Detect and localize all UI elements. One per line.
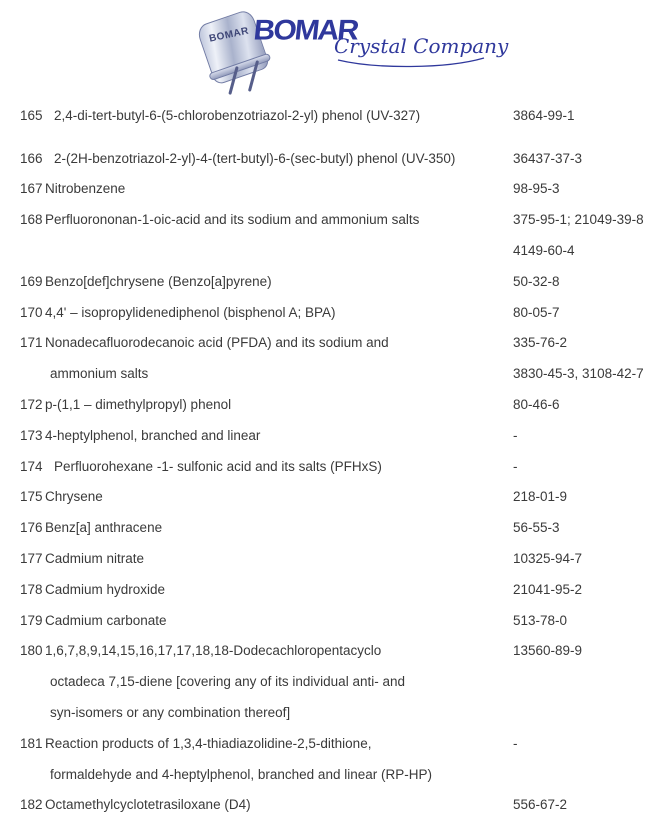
- cas-number: 80-46-6: [513, 397, 560, 413]
- substance-number: 174: [20, 458, 43, 474]
- substance-name: formaldehyde and 4-heptylphenol, branched and linear (RP-HP): [50, 766, 432, 782]
- substance-number: 173: [20, 427, 43, 443]
- cas-number: 556-67-2: [513, 797, 568, 813]
- brand-tagline: Crystal Company: [334, 34, 509, 58]
- cas-number: 3830-45-3, 3108-42-7: [513, 366, 644, 382]
- substance-row: [0, 100, 660, 131]
- cas-number: 218-01-9: [513, 489, 568, 505]
- substance-row: [0, 143, 660, 174]
- cas-number: 10325-94-7: [513, 551, 583, 567]
- substance-number: 181: [20, 735, 43, 751]
- substance-number: 182: [20, 797, 43, 813]
- substance-row: [0, 328, 660, 359]
- cas-number: 36437-37-3: [513, 150, 583, 166]
- substance-row: [0, 389, 660, 420]
- substance-row: [0, 451, 660, 482]
- brand-wordmark: BOMAR: [252, 14, 359, 47]
- substance-name: 1,6,7,8,9,14,15,16,17,17,18,18-Dodecachloropentacyclo: [45, 643, 382, 659]
- substance-row: [0, 174, 660, 205]
- substance-number: 169: [20, 273, 43, 289]
- substance-list: [0, 100, 660, 820]
- substance-number: 180: [20, 643, 43, 659]
- substance-row: [0, 204, 660, 235]
- cas-number: 375-95-1; 21049-39-8: [513, 212, 644, 228]
- substance-row: [0, 266, 660, 297]
- substance-name: 4,4' – isopropylidenediphenol (bisphenol A; BPA): [45, 304, 336, 320]
- substance-name: p-(1,1 – dimethylpropyl) phenol: [45, 397, 232, 413]
- substance-number: 176: [20, 520, 43, 536]
- substance-number: 177: [20, 551, 43, 567]
- cas-number: 56-55-3: [513, 520, 560, 536]
- substance-number: 168: [20, 212, 43, 228]
- substance-number: 165: [20, 107, 43, 123]
- company-logo: [0, 0, 660, 100]
- substance-number: 179: [20, 612, 43, 628]
- substance-name: Perfluorohexane -1- sulfonic acid and its salts (PFHxS): [54, 458, 382, 474]
- substance-name: 2-(2H-benzotriazol-2-yl)-4-(tert-butyl)-6-(sec-butyl) phenol (UV-350): [54, 150, 456, 166]
- cas-number: 3864-99-1: [513, 107, 575, 123]
- substance-row: [0, 235, 660, 266]
- cas-number: -: [513, 427, 518, 443]
- substance-name: Octamethylcyclotetrasiloxane (D4): [45, 797, 251, 813]
- substance-number: 171: [20, 335, 43, 351]
- substance-row: [0, 759, 660, 790]
- substance-name: Cadmium carbonate: [45, 612, 167, 628]
- cas-number: 21041-95-2: [513, 581, 583, 597]
- cas-number: 50-32-8: [513, 273, 560, 289]
- substance-row: [0, 636, 660, 667]
- substance-name: syn-isomers or any combination thereof]: [50, 705, 291, 721]
- substance-name: Benz[a] anthracene: [45, 520, 163, 536]
- substance-row: [0, 297, 660, 328]
- substance-name: Cadmium hydroxide: [45, 581, 166, 597]
- cas-number: 513-78-0: [513, 612, 568, 628]
- cas-number: 13560-89-9: [513, 643, 583, 659]
- cas-number: -: [513, 458, 518, 474]
- cas-number: 80-05-7: [513, 304, 560, 320]
- substance-name: Nitrobenzene: [45, 181, 126, 197]
- substance-row: [0, 666, 660, 697]
- crystal-can-label: BOMAR: [208, 25, 250, 45]
- substance-name: 4-heptylphenol, branched and linear: [45, 427, 261, 443]
- substance-number: 170: [20, 304, 43, 320]
- substance-number: 178: [20, 581, 43, 597]
- substance-name: 2,4-di-tert-butyl-6-(5-chlorobenzotriazol-2-yl) phenol (UV-327): [54, 107, 421, 123]
- substance-row: [0, 697, 660, 728]
- substance-row: [0, 543, 660, 574]
- substance-name: Chrysene: [45, 489, 103, 505]
- substance-name: Benzo[def]chrysene (Benzo[a]pyrene): [45, 273, 272, 289]
- substance-number: 166: [20, 150, 43, 166]
- substance-name: Perfluorononan-1-oic-acid and its sodium and ammonium salts: [45, 212, 420, 228]
- substance-row: [0, 790, 660, 821]
- substance-row: [0, 420, 660, 451]
- substance-name: Cadmium nitrate: [45, 551, 145, 567]
- substance-name: octadeca 7,15-diene [covering any of its individual anti- and: [50, 674, 405, 690]
- substance-row: [0, 728, 660, 759]
- substance-number: 172: [20, 397, 43, 413]
- cas-number: 4149-60-4: [513, 243, 575, 259]
- substance-row: [0, 358, 660, 389]
- substance-number: 167: [20, 181, 43, 197]
- cas-number: 335-76-2: [513, 335, 568, 351]
- substance-name: Reaction products of 1,3,4-thiadiazolidine-2,5-dithione,: [45, 735, 372, 751]
- cas-number: -: [513, 735, 518, 751]
- substance-name: Nonadecafluorodecanoic acid (PFDA) and its sodium and: [45, 335, 389, 351]
- substance-row: [0, 512, 660, 543]
- substance-name: ammonium salts: [50, 366, 149, 382]
- tagline-flourish: [336, 57, 486, 69]
- cas-number: 98-95-3: [513, 181, 560, 197]
- substance-number: 175: [20, 489, 43, 505]
- substance-row: [0, 574, 660, 605]
- substance-row: [0, 605, 660, 636]
- substance-row: [0, 482, 660, 513]
